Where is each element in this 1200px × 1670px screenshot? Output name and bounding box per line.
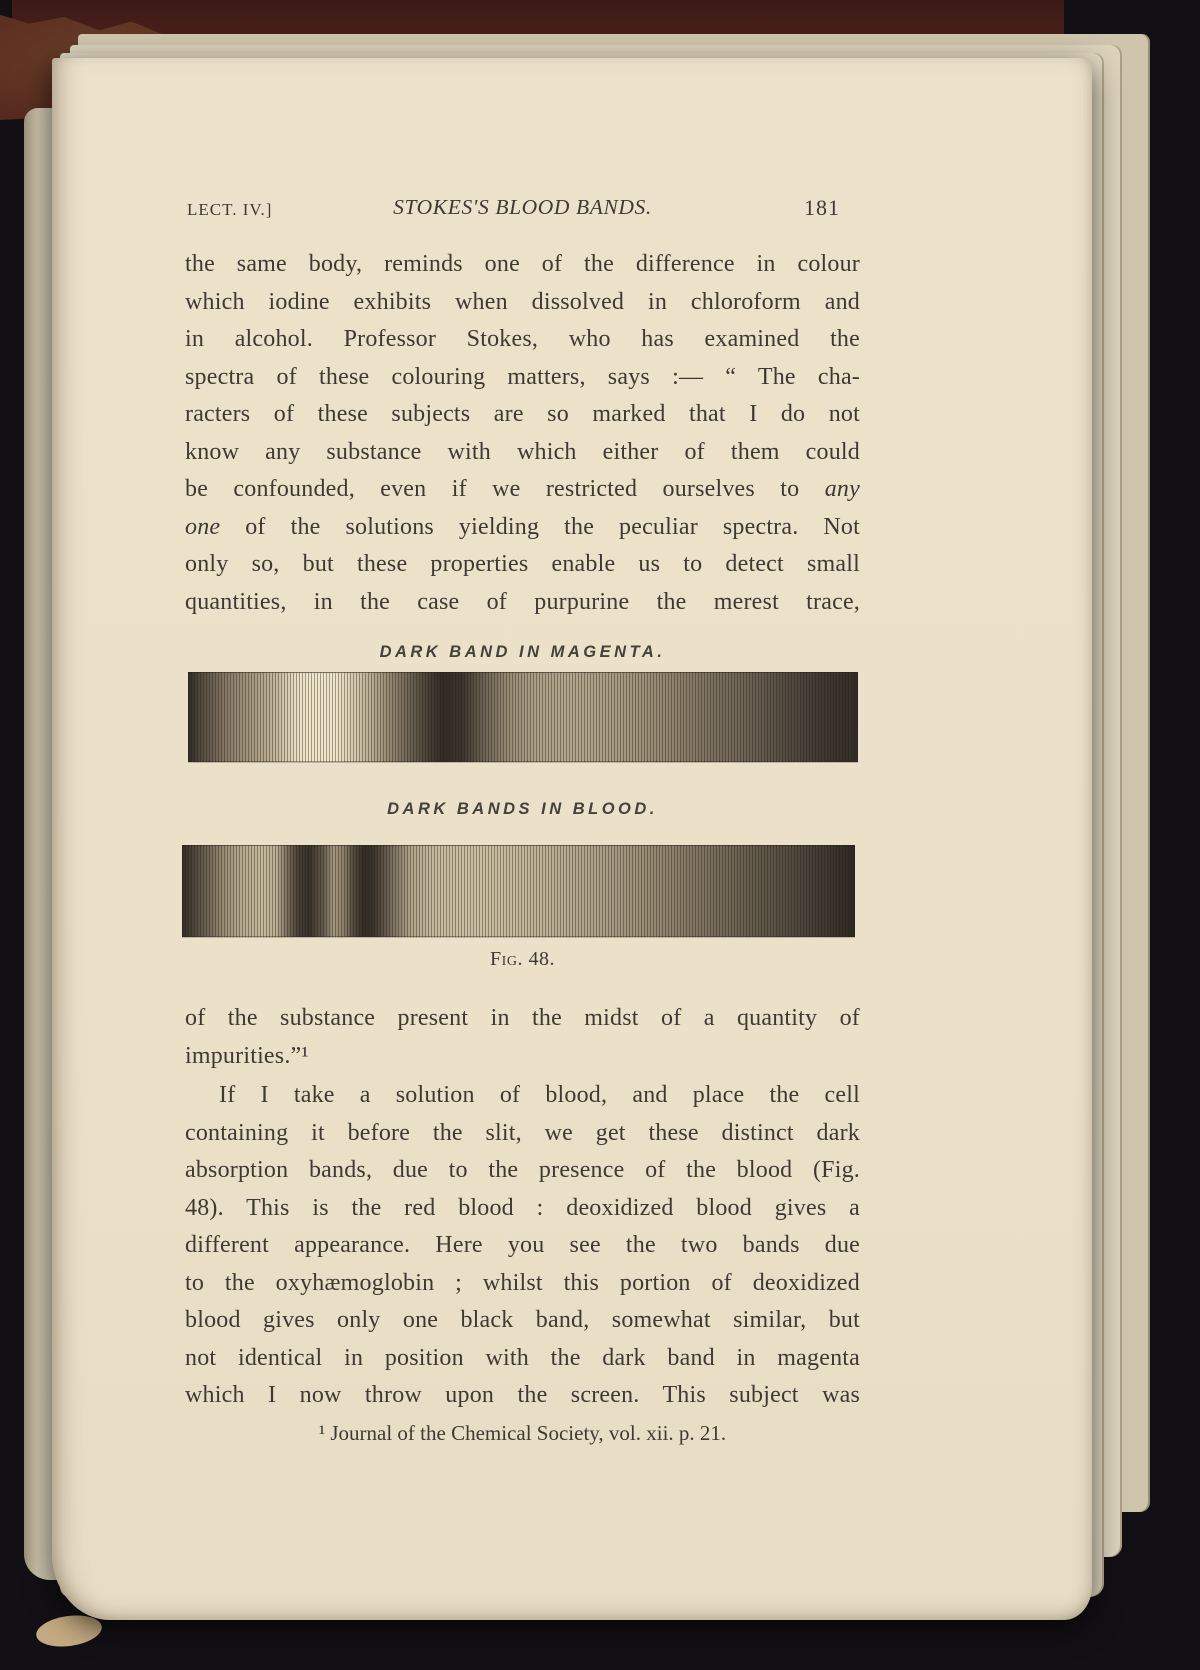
- text-line: [185, 509, 860, 547]
- caption-dark-bands-blood: DARK BANDS IN BLOOD.: [387, 800, 658, 818]
- text-segment: of the substance present in the midst of a quantity of: [185, 1005, 860, 1031]
- paragraph-3: [185, 1077, 860, 1415]
- lecture-number: LECT. IV.]: [187, 200, 273, 219]
- text-line: [185, 246, 860, 284]
- text-segment: of the solutions yielding the peculiar spectra. Not: [220, 513, 860, 540]
- text-line: [185, 1115, 860, 1153]
- text-segment: the same body, reminds one of the difference in colour: [185, 251, 860, 277]
- text-line: [185, 546, 860, 584]
- italic-text: one: [185, 513, 221, 540]
- text-line: [185, 1038, 860, 1076]
- footnote: ¹ Journal of the Chemical Society, vol. xii. p. 21.: [318, 1421, 727, 1445]
- text-line: [185, 1227, 860, 1265]
- text-line: [185, 359, 860, 397]
- text-line: [185, 396, 860, 434]
- text-line: [185, 1000, 860, 1038]
- text-segment: 48). This is the red blood : deoxidized blood gives a: [185, 1194, 860, 1221]
- text-segment: spectra of these colouring matters, says :— “ The cha-: [185, 363, 860, 390]
- engraving-band-magenta: [188, 672, 858, 762]
- running-header: [185, 195, 860, 225]
- text-segment: blood gives only one black band, somewhat similar, but: [185, 1307, 860, 1333]
- page-number: 181: [804, 195, 840, 220]
- text-segment: in alcohol. Professor Stokes, who has examined the: [185, 326, 860, 352]
- paragraph-2: [185, 1000, 860, 1075]
- text-segment: know any substance with which either of them could: [185, 438, 860, 465]
- book-page: [52, 58, 1092, 1620]
- text-segment: which I now throw upon the screen. This subject was: [185, 1382, 860, 1408]
- text-segment: be confounded, even if we restricted ourselves to: [185, 476, 825, 502]
- text-line: [185, 1152, 860, 1190]
- text-segment: quantities, in the case of purpurine the merest trace,: [185, 588, 860, 615]
- text-line: [185, 584, 860, 622]
- text-line: [185, 284, 860, 322]
- figure-label: Fig. 48.: [490, 948, 555, 970]
- text-line: [185, 1077, 860, 1115]
- text-segment: If I take a solution of blood, and place the cell: [219, 1082, 860, 1108]
- text-line: [185, 1265, 860, 1303]
- paragraph-1: [185, 246, 860, 621]
- text-segment: racters of these subjects are so marked that I do not: [185, 401, 860, 427]
- text-line: [185, 434, 860, 472]
- running-title: STOKES'S BLOOD BANDS.: [393, 195, 652, 219]
- text-line: [185, 1340, 860, 1378]
- text-line: [185, 321, 860, 359]
- text-line: [185, 471, 860, 509]
- engraving-band-blood: [182, 845, 855, 937]
- text-segment: impurities.”¹: [185, 1042, 309, 1069]
- text-segment: to the oxyhæmoglobin ; whilst this portion of deoxidized: [185, 1269, 860, 1296]
- text-segment: only so, but these properties enable us to detect small: [185, 551, 860, 577]
- text-segment: containing it before the slit, we get these distinct dark: [185, 1119, 860, 1146]
- italic-text: any: [824, 476, 860, 502]
- text-segment: absorption bands, due to the presence of the blood (Fig.: [185, 1157, 860, 1183]
- text-segment: different appearance. Here you see the two bands due: [185, 1232, 860, 1258]
- text-line: [185, 1377, 860, 1415]
- caption-dark-band-magenta: DARK BAND IN MAGENTA.: [379, 643, 666, 661]
- text-line: [185, 1190, 860, 1228]
- text-line: [185, 1302, 860, 1340]
- text-segment: not identical in position with the dark band in magenta: [185, 1344, 860, 1371]
- text-segment: which iodine exhibits when dissolved in chloroform and: [185, 288, 860, 315]
